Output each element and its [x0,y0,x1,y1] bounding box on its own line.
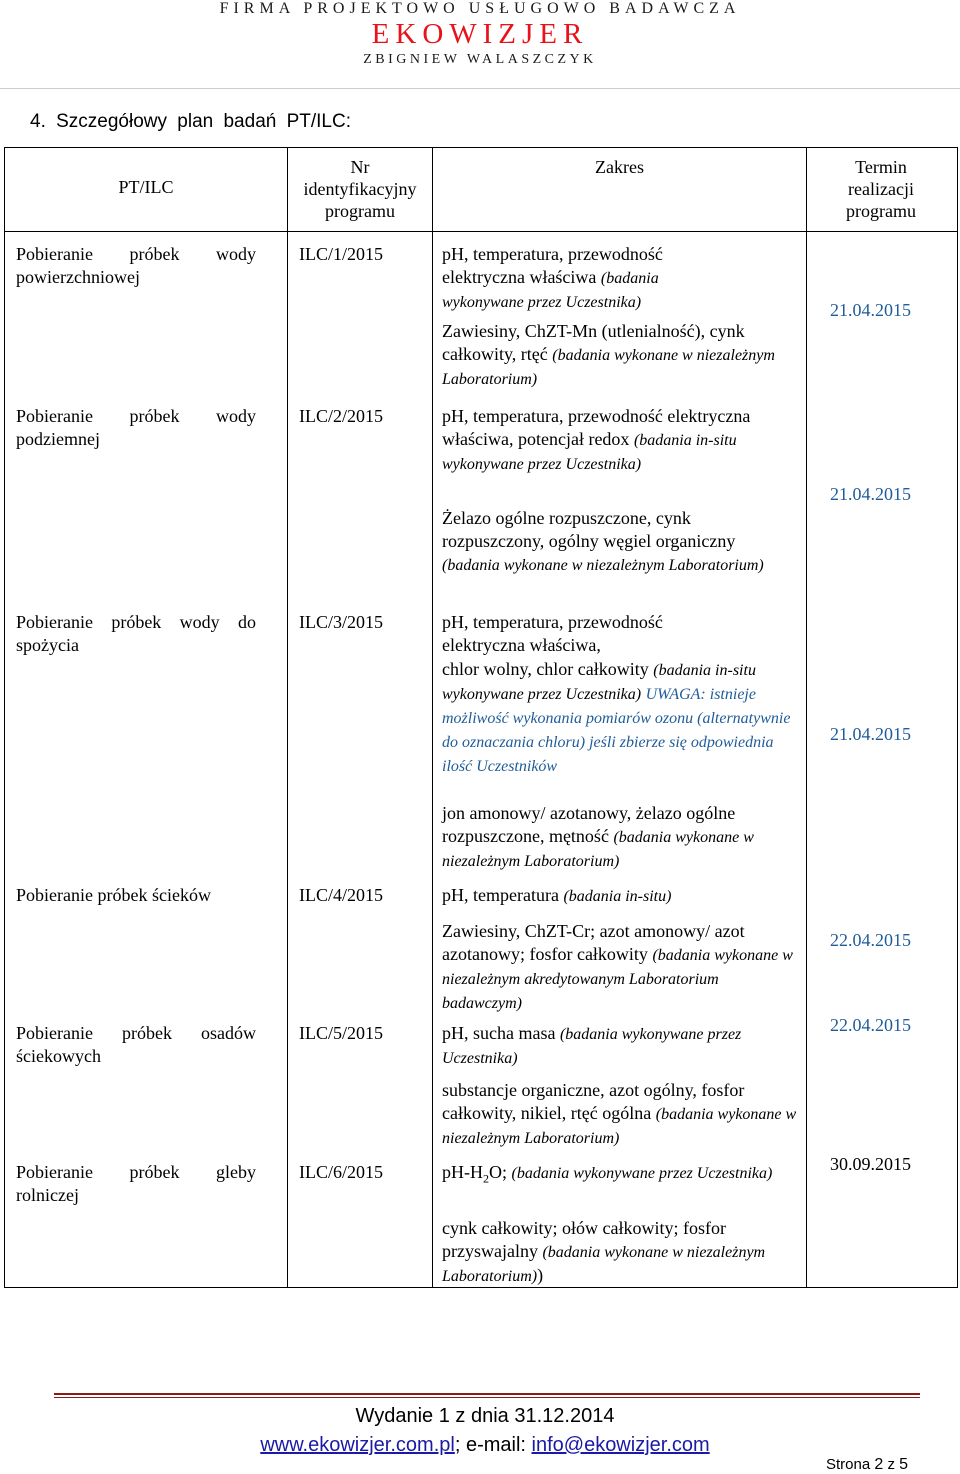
scope-lab: substancje organiczne, azot ogólny, fosfor całkowity, nikiel, rtęć ogólna (badania wykonane w niezależnym Laboratorium) [442,1080,797,1147]
program-date: 21.04.2015 [830,724,911,744]
col-divider [287,147,288,1287]
edition-line: Wydanie 1 z dnia 31.12.2014 [355,1405,615,1427]
program-id: ILC/6/2015 [299,1162,383,1182]
program-id: ILC/4/2015 [299,885,383,905]
header-row-divider [4,231,957,232]
scope-lab: Żelazo ogólne rozpuszczone, cynk rozpuszczony, ogólny węgiel organiczny (badania wykonane w niezależnym Laboratorium) [442,508,764,574]
website-link[interactable]: www.ekowizjer.com.pl [260,1434,455,1456]
header-termin: Termin realizacji programu [846,157,916,221]
company-owner: ZBIGNIEW WALASZCZYK [363,52,597,67]
scope-lab: Zawiesiny, ChZT-Mn (utlenialność), cynk całkowity, rtęć (badania wykonane w niezależnym Laboratorium) [442,321,775,388]
program-date: 22.04.2015 [830,930,911,950]
header-nr: Nr identyfikacyjny programu [303,157,417,221]
program-id: ILC/5/2015 [299,1023,383,1043]
scope-lab: Zawiesiny, ChZT-Cr; azot amonowy/ azot azotanowy; fosfor całkowity (badania wykonane w niezależnym akredytowanym Laboratorium badawczym) [442,921,793,1012]
program-id: ILC/1/2015 [299,244,383,264]
scope-in-situ: pH, temperatura, przewodność elektryczna właściwa (badania wykonywane przez Uczestnika) [442,244,663,311]
section-title: 4. Szczegółowy plan badań PT/ILC: [30,111,352,132]
header-zakres: Zakres [595,157,644,177]
scope-in-situ: pH, temperatura (badania in-situ) [442,885,672,905]
program-date: 21.04.2015 [830,300,911,320]
program-id: ILC/3/2015 [299,612,383,632]
contact-line: www.ekowizjer.com.pl; e-mail: info@ekowizjer.com [260,1434,710,1456]
scope-in-situ: pH, temperatura, przewodność elektryczna właściwa, [442,612,663,655]
table-row-pt: Pobieranie próbek wody do spożycia [16,612,256,655]
scope-lab: jon amonowy/ azotanowy, żelazo ogólne rozpuszczone, mętność (badania wykonane w niezależnym Laboratorium) [442,803,754,870]
email-link[interactable]: info@ekowizjer.com [531,1434,710,1456]
table-row-pt: Pobieranie próbek ścieków [16,885,211,905]
scope-in-situ: pH, sucha masa (badania wykonywane przez Uczestnika) [442,1023,742,1067]
warning-note: UWAGA: istnieje możliwość wykonania pomiarów ozonu (alternatywnie do oznaczania chloru) jeśli zbierze się odpowiednia ilość Uczestników [442,686,791,775]
program-date: 21.04.2015 [830,484,911,504]
page-number: Strona 2 z 5 [826,1456,909,1473]
header-pt: PT/ILC [118,177,174,197]
table-row-pt: Pobieranie próbek osadów ściekowych [16,1023,256,1066]
footer-divider [54,1393,920,1395]
scope-in-situ-extra: chlor wolny, chlor całkowity (badania in-situ wykonywane przez Uczestnika) UWAGA: istnieje możliwość wykonania pomiarów ozonu (alternatywnie do oznaczania chloru) jeśli zbierze się odpowiednia ilość Uczestników [442,659,791,775]
company-name: EKOWIZJER [371,18,589,50]
table-row-pt: Pobieranie próbek gleby rolniczej [16,1162,256,1205]
col-divider [806,147,807,1287]
scope-in-situ: $pH-H_2O$; (badania wykonywane przez Uczestnika) [442,1162,773,1186]
scope-in-situ: pH, temperatura, przewodność elektryczna właściwa, potencjał redox (badania in-situ wykonywane przez Uczestnika) [442,406,751,473]
scope-lab: cynk całkowity; ołów całkowity; fosfor przyswajalny (badania wykonane w niezależnym Laboratorium)) [442,1218,766,1285]
table-row-pt: Pobieranie próbek wody podziemnej [16,406,256,449]
program-date: 30.09.2015 [830,1154,911,1174]
program-date: 22.04.2015 [830,1015,911,1035]
footer-divider [54,1397,920,1398]
table-row-pt: Pobieranie próbek wody powierzchniowej [16,244,256,287]
col-divider [432,147,433,1287]
company-type: FIRMA PROJEKTOWO USŁUGOWO BADAWCZA [219,0,741,17]
header-divider [0,88,960,89]
program-id: ILC/2/2015 [299,406,383,426]
